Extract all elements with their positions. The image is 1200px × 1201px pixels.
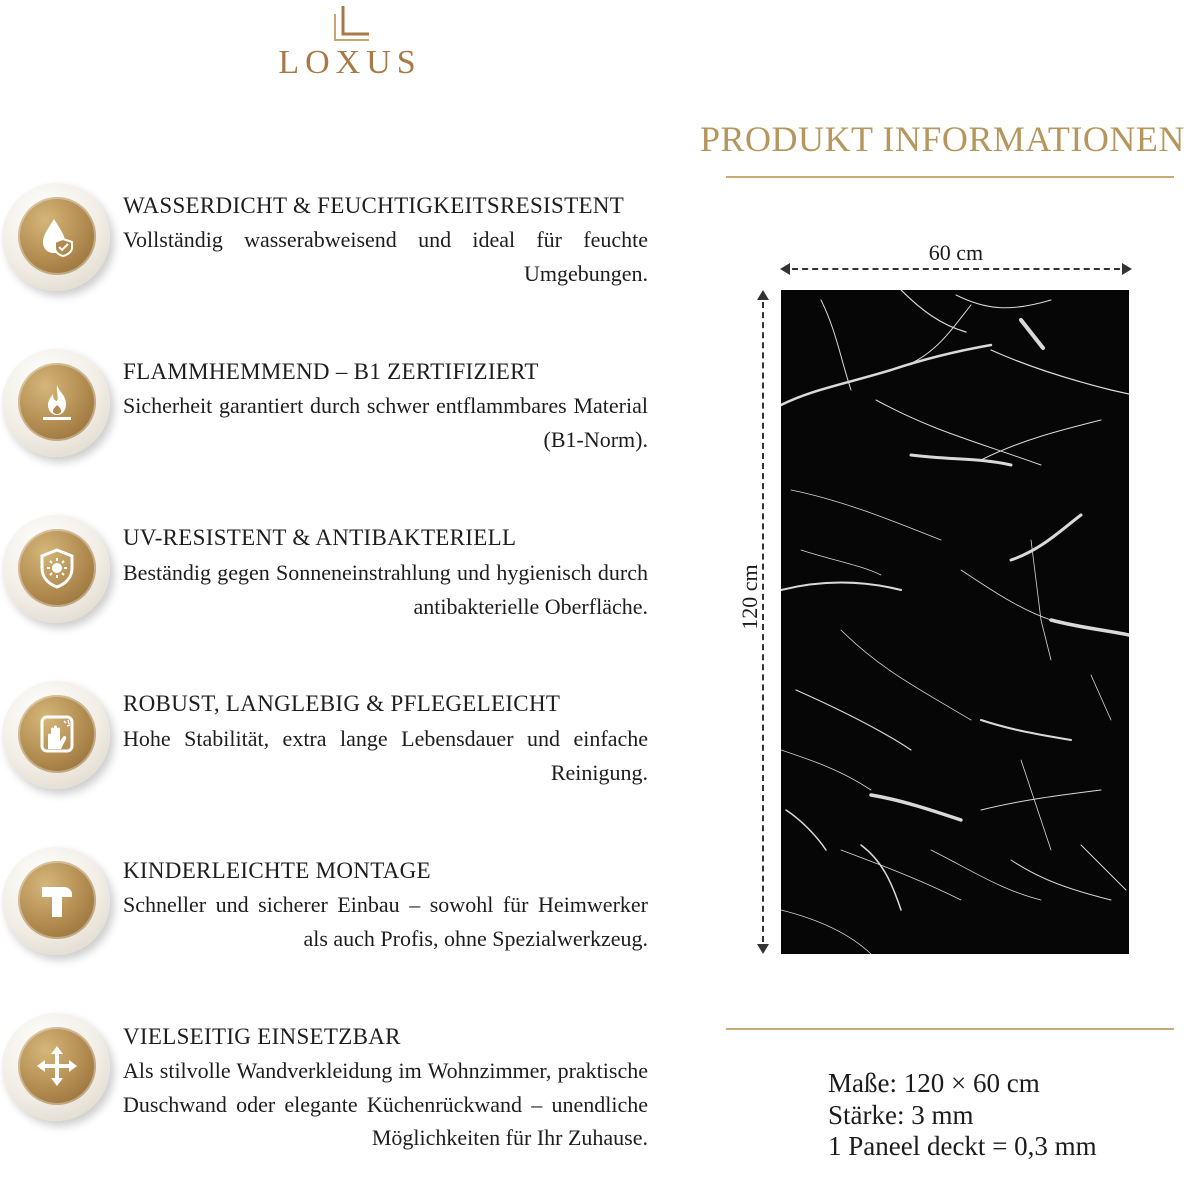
hammer-icon bbox=[34, 877, 80, 923]
section-title: PRODUKT INFORMATIONEN bbox=[700, 119, 1185, 159]
specs-divider bbox=[726, 1028, 1174, 1030]
height-dimension-label: 120 cm bbox=[737, 560, 762, 633]
feature-description: Als stilvolle Wandverkleidung im Wohnzimmer, praktische Duschwand oder elegante Küchenrückwand – unendliche Möglichkeiten für Ihr Zuhause. bbox=[123, 1058, 648, 1150]
water-drop-shield-icon bbox=[34, 213, 80, 259]
brand-monogram-icon bbox=[325, 4, 375, 46]
brand-logo bbox=[270, 0, 430, 90]
feature-title: UV-RESISTENT & ANTIBAKTERIELL bbox=[123, 525, 517, 550]
width-dimension-line bbox=[782, 268, 1130, 270]
feature-description: Schneller und sicherer Einbau – sowohl für Heimwerker als auch Profis, ohne Spezialwerkzeug. bbox=[123, 892, 648, 951]
feature-title: WASSERDICHT & FEUCHTIGKEITSRESISTENT bbox=[123, 193, 625, 218]
sun-shield-icon bbox=[34, 545, 80, 591]
feature-description: Beständig gegen Sonneneinstrahlung und hygienisch durch antibakterielle Oberfläche. bbox=[123, 560, 648, 619]
spec-thickness: Stärke: 3 mm bbox=[828, 1099, 974, 1130]
marble-panel-image bbox=[781, 290, 1129, 954]
feature-description: Vollständig wasserabweisend und ideal für feuchte Umgebungen. bbox=[123, 227, 648, 286]
feature-title: ROBUST, LANGLEBIG & PFLEGELEICHT bbox=[123, 691, 561, 716]
feature-badge bbox=[2, 515, 110, 623]
specs-block bbox=[828, 1068, 1097, 1163]
width-dimension-label: 60 cm bbox=[896, 240, 1016, 266]
title-divider bbox=[726, 176, 1174, 178]
feature-title: KINDERLEICHTE MONTAGE bbox=[123, 858, 431, 883]
feature-description: Hohe Stabilität, extra lange Lebensdauer und einfache Reinigung. bbox=[123, 726, 648, 785]
spec-size: Maße: 120 × 60 cm bbox=[828, 1068, 1040, 1098]
feature-title: VIELSEITIG EINSETZBAR bbox=[123, 1024, 401, 1049]
feature-badge bbox=[2, 847, 110, 955]
feature-badge bbox=[2, 349, 110, 457]
feature-badge bbox=[2, 183, 110, 291]
height-dimension-label-wrap bbox=[735, 537, 765, 657]
feature-badge bbox=[2, 681, 110, 789]
flame-icon bbox=[34, 379, 80, 425]
brand-name: LOXUS bbox=[278, 44, 422, 81]
wipe-clean-hand-icon bbox=[34, 711, 80, 757]
marble-veins bbox=[781, 290, 1129, 954]
spec-coverage: 1 Paneel deckt = 0,3 mm bbox=[828, 1131, 1097, 1161]
four-way-arrows-icon bbox=[34, 1043, 80, 1089]
feature-description: Sicherheit garantiert durch schwer entflammbares Material (B1-Norm). bbox=[123, 393, 648, 452]
feature-title: FLAMMHEMMEND – B1 ZERTIFIZIERT bbox=[123, 359, 539, 384]
feature-badge bbox=[2, 1013, 110, 1121]
